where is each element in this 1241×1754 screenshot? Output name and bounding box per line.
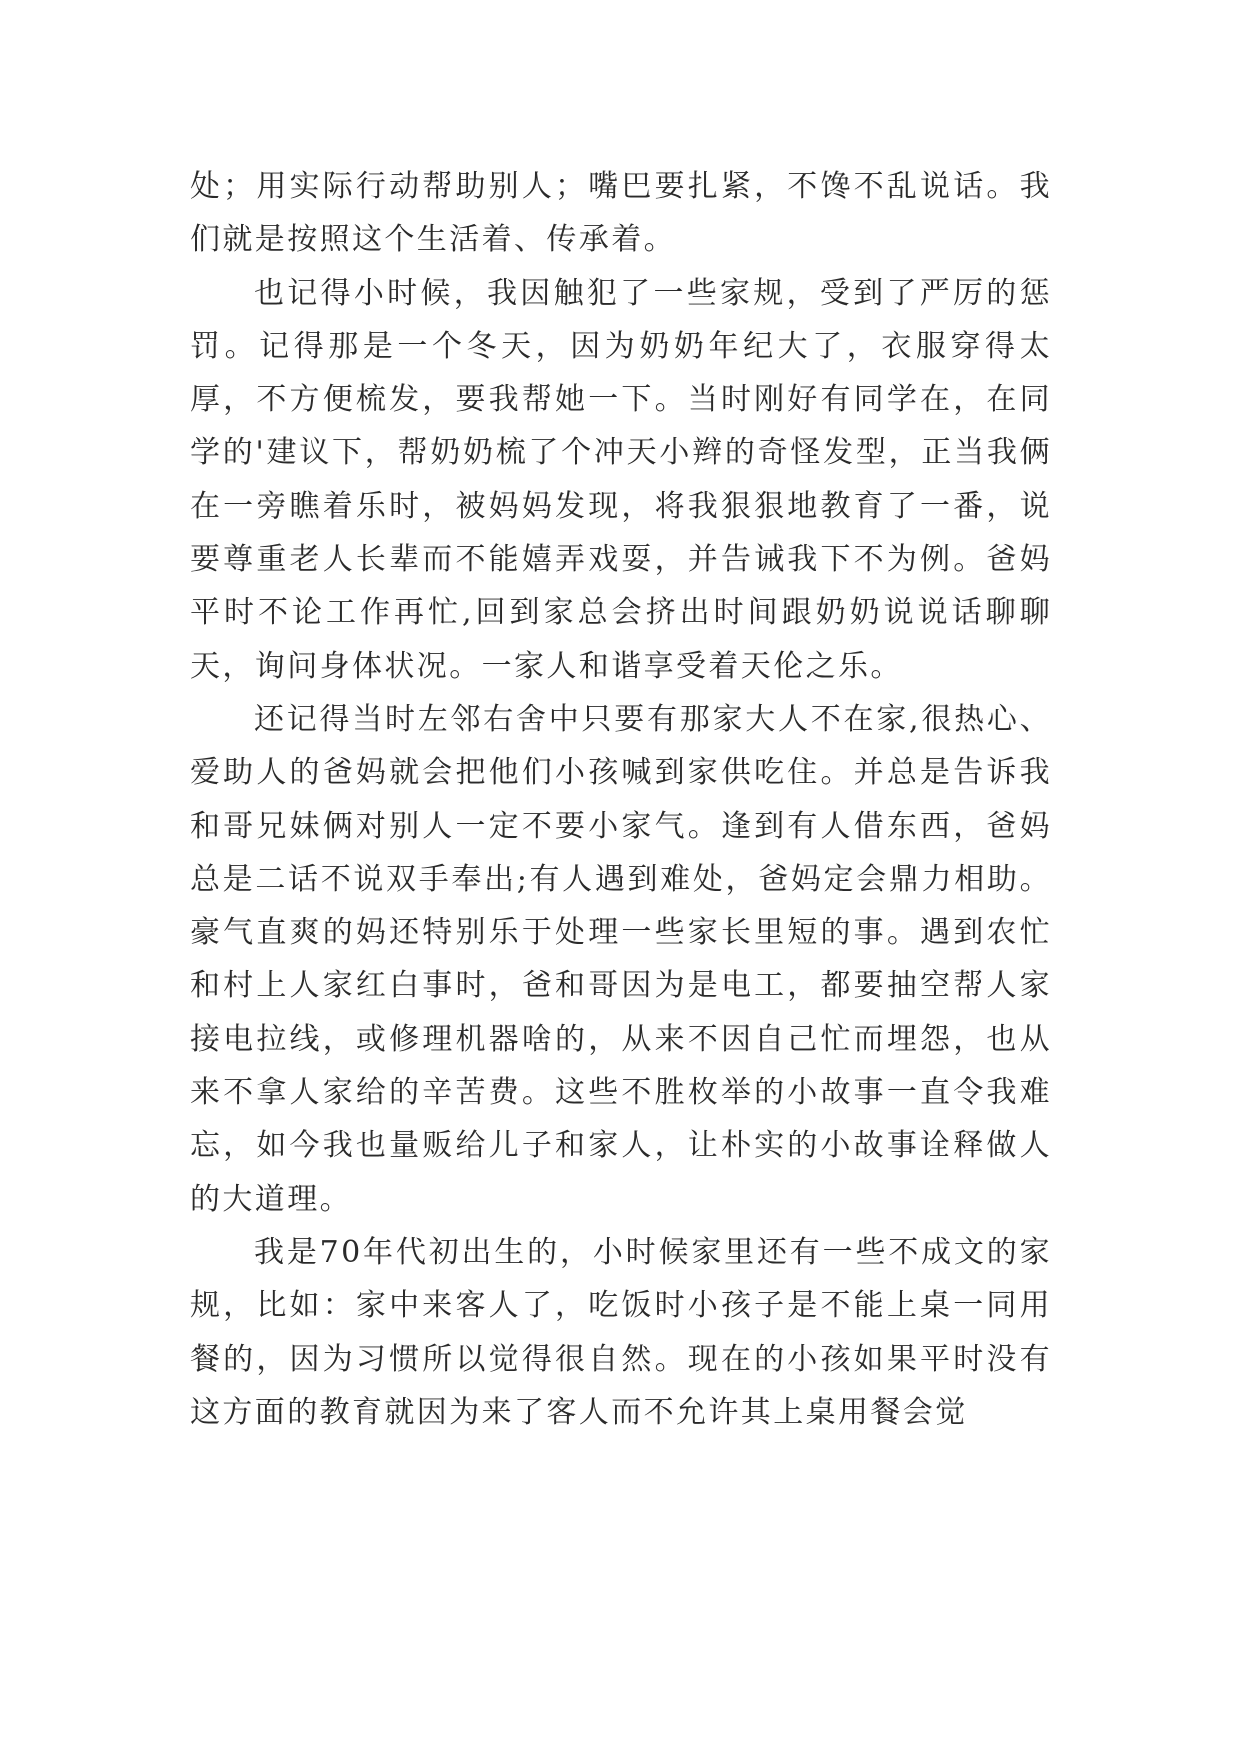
paragraph-punishment-memory: 也记得小时候，我因触犯了一些家规，受到了严厉的惩罚。记得那是一个冬天，因为奶奶年纪大了，衣服穿得太厚，不方便梳发，要我帮她一下。当时刚好有同学在，在同学的'建议下，帮奶奶梳了个冲天小辫的奇怪发型，正当我俩在一旁瞧着乐时，被妈妈发现，将我狠狠地教育了一番，说要尊重老人长辈而不能嬉弄戏耍，并告诫我下不为例。爸妈平时不论工作再忙,回到家总会挤出时间跟奶奶说说话聊聊天，询问身体状况。一家人和谐享受着天伦之乐。 bbox=[190, 275, 1052, 684]
paragraph-family-rules: 我是70年代初出生的，小时候家里还有一些不成文的家规，比如：家中来客人了，吃饭时小孩子是不能上桌一同用餐的，因为习惯所以觉得很自然。现在的小孩如果平时没有这方面的教育就因为来了客人而不允许其上桌用餐会觉 bbox=[190, 1234, 1052, 1430]
paragraph-neighbors-memory: 还记得当时左邻右舍中只要有那家大人不在家,很热心、爱助人的爸妈就会把他们小孩喊到家供吃住。并总是告诉我和哥兄妹俩对别人一定不要小家气。逢到有人借东西，爸妈总是二话不说双手奉出;有人遇到难处，爸妈定会鼎力相助。豪气直爽的妈还特别乐于处理一些家长里短的事。遇到农忙和村上人家红白事时，爸和哥因为是电工，都要抽空帮人家接电拉线，或修理机器啥的，从来不因自己忙而埋怨，也从来不拿人家给的辛苦费。这些不胜枚举的小故事一直令我难忘，如今我也量贩给儿子和家人，让朴实的小故事诠释做人的大道理。 bbox=[190, 701, 1052, 1217]
paragraph-continuation: 处；用实际行动帮助别人；嘴巴要扎紧，不馋不乱说话。我们就是按照这个生活着、传承着。 bbox=[190, 169, 1052, 258]
document-body bbox=[190, 160, 1052, 1439]
